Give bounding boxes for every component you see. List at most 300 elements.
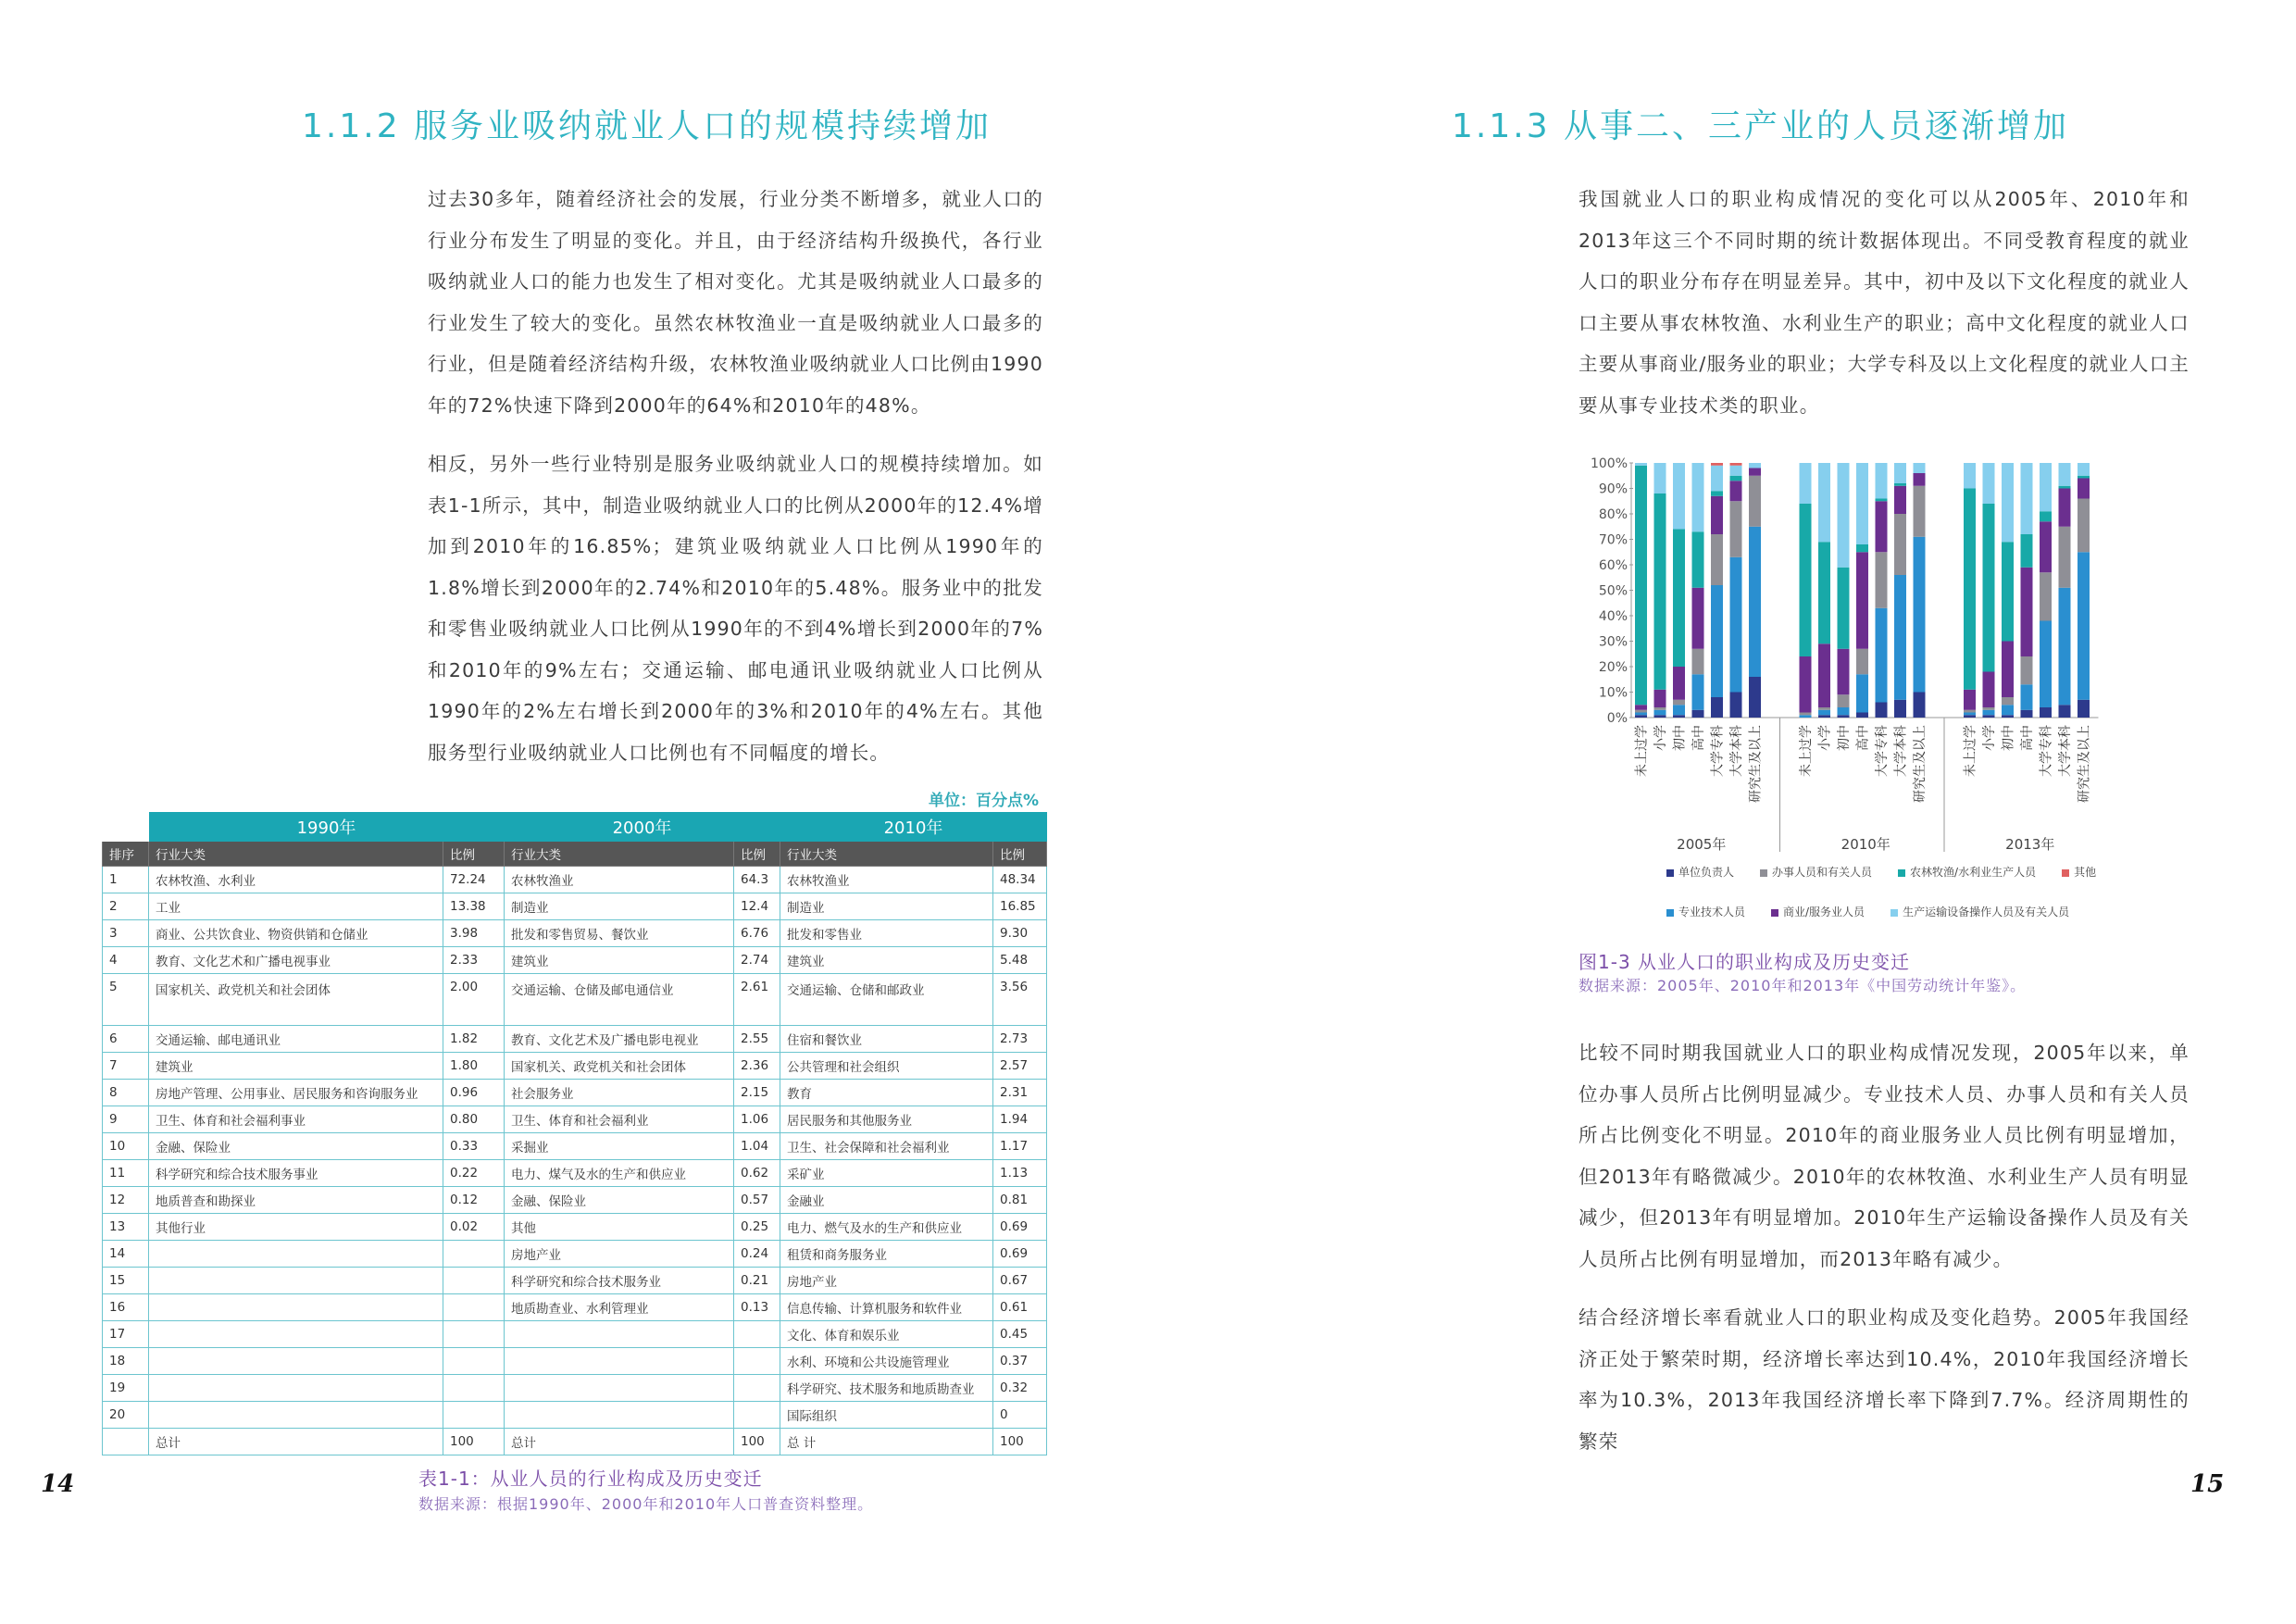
- table-row: [103, 947, 1047, 974]
- right-paragraph-top: 我国就业人口的职业构成情况的变化可以从2005年、2010年和2013年这三个不同时期的统计数据体现出。不同受教育程度的就业人口的职业分布存在明显差异。其中，初中及以下文化程度的就业人口主要从事农林牧渔、水利业生产的职业；高中文化程度的就业人口主要从事商业/服务业的职业；大学专科及以上文化程度的就业人口主要从事专业技术类的职业。: [1578, 188, 2190, 417]
- table-cell: 72.24: [443, 867, 505, 893]
- legend-item: [1666, 904, 1745, 919]
- x-category-label: 研究生及以上: [1748, 725, 1764, 803]
- table-cell: 农林牧渔业: [780, 867, 993, 893]
- table-header-row: [103, 842, 1047, 867]
- table-cell: 科学研究和综合技术服务事业: [149, 1160, 443, 1187]
- legend-label: 单位负责人: [1678, 866, 1735, 879]
- bar-segment: [1818, 710, 1830, 716]
- table-row: [103, 974, 1047, 1026]
- bar-segment: [1983, 707, 1995, 710]
- x-category-label: 初中: [1672, 725, 1688, 751]
- table-unit-label: 单位：百分点%: [928, 792, 1039, 810]
- bar-segment: [1800, 713, 1812, 716]
- table-cell: [734, 1375, 780, 1402]
- table-cell: [443, 1348, 505, 1375]
- bar-segment: [1673, 700, 1685, 706]
- table-cell: 国家机关、政党机关和社会团体: [505, 1053, 734, 1080]
- table-cell: 建筑业: [505, 947, 734, 974]
- table-cell: 15: [103, 1268, 149, 1294]
- year-header-2: 2010年: [780, 813, 1047, 842]
- table-cell: 采掘业: [505, 1133, 734, 1160]
- bar-segment: [1838, 463, 1850, 568]
- bar-segment: [1818, 715, 1830, 718]
- chart-caption-title: 图1-3 从业人口的职业构成及历史变迁: [1578, 951, 1911, 973]
- table-cell: 0.67: [993, 1268, 1047, 1294]
- legend-item: [1890, 904, 2069, 919]
- table-cell: 制造业: [780, 893, 993, 920]
- table-cell: 房地产业: [780, 1268, 993, 1294]
- table-cell: [149, 1321, 443, 1348]
- table-cell: [505, 1402, 734, 1429]
- bar-segment: [1692, 674, 1704, 710]
- table-cell: [149, 1402, 443, 1429]
- bar-segment: [1964, 489, 1976, 690]
- bar-segment: [1983, 710, 1995, 716]
- table-cell: 批发和零售业: [780, 920, 993, 947]
- legend-swatch: [1760, 869, 1767, 877]
- table-row: [103, 1106, 1047, 1133]
- bar-segment: [1673, 530, 1685, 668]
- table-cell: 3.56: [993, 974, 1047, 1026]
- bar-segment: [1856, 544, 1868, 552]
- bar-segment: [1914, 537, 1926, 693]
- bar-segment: [1894, 483, 1906, 486]
- bar-segment: [2021, 568, 2033, 656]
- y-tick-label: 40%: [1598, 609, 1628, 624]
- bar-segment: [1635, 710, 1647, 713]
- legend-label: 其他: [2074, 866, 2097, 879]
- right-paragraph-bottom-1: 比较不同时期我国就业人口的职业构成情况发现，2005年以来，单位办事人员所占比例明显减少。专业技术人员、办事人员和有关人员所占比例变化不明显。2010年的商业服务业人员比例有明显增加，但2013年有略微减少。2010年的农林牧渔、水利业生产人员有明显减少，但2013年有明显增加。2010年生产运输设备操作人员及有关人员所占比例有明显增加，而2013年略有减少。: [1578, 1042, 2190, 1270]
- x-category-label: 大学专科: [1875, 725, 1890, 777]
- column-header-2: 比例: [443, 842, 505, 867]
- column-header-1: 行业大类: [149, 842, 443, 867]
- bar-segment: [1673, 715, 1685, 718]
- bar-segment: [1673, 463, 1685, 530]
- table-cell: 教育、文化艺术及广播电影电视业: [505, 1026, 734, 1053]
- table-cell: 0: [993, 1402, 1047, 1429]
- bar-segment: [2002, 697, 2014, 705]
- table-cell: 9.30: [993, 920, 1047, 947]
- table-cell: 农林牧渔业: [505, 867, 734, 893]
- table-cell: 0.22: [443, 1160, 505, 1187]
- bar-segment: [1818, 542, 1830, 643]
- bar-segment: [1876, 501, 1888, 552]
- column-header-5: 行业大类: [780, 842, 993, 867]
- y-tick-label: 60%: [1598, 558, 1628, 573]
- table-cell: 交通运输、仓储和邮政业: [780, 974, 993, 1026]
- table-row: [103, 1268, 1047, 1294]
- bar-segment: [1635, 715, 1647, 718]
- bar-segment: [1856, 713, 1868, 718]
- bar-segment: [2002, 715, 2014, 718]
- table-cell: 1.94: [993, 1106, 1047, 1133]
- table-cell: 0.12: [443, 1187, 505, 1214]
- table-cell: 0.24: [734, 1241, 780, 1268]
- y-tick-label: 100%: [1590, 456, 1628, 471]
- table-cell: [149, 1241, 443, 1268]
- right-section-title: 1.1.3 从事二、三产业的人员逐渐增加: [1452, 107, 2070, 145]
- column-header-3: 行业大类: [505, 842, 734, 867]
- bar-segment: [1983, 715, 1995, 718]
- table-cell: 3.98: [443, 920, 505, 947]
- bar-segment: [1964, 713, 1976, 716]
- bar-segment: [1730, 557, 1742, 693]
- x-category-label: 大学专科: [1710, 725, 1726, 777]
- bar-segment: [2059, 486, 2071, 489]
- table-cell: 0.45: [993, 1321, 1047, 1348]
- table-row: [103, 867, 1047, 893]
- table-cell: 总计: [505, 1429, 734, 1455]
- bar-segment: [1654, 710, 1666, 716]
- table-corner-cell: [103, 813, 149, 842]
- table-cell: 1.80: [443, 1053, 505, 1080]
- table-cell: [505, 1321, 734, 1348]
- bar-segment: [2078, 463, 2090, 476]
- table-row: [103, 1348, 1047, 1375]
- x-category-label: 小学: [1982, 725, 1997, 751]
- bar-segment: [1818, 463, 1830, 542]
- bar-segment: [2078, 499, 2090, 553]
- table-cell: 12.4: [734, 893, 780, 920]
- bar-segment: [1983, 672, 1995, 708]
- bar-segment: [2040, 511, 2052, 521]
- table-cell: 金融业: [780, 1187, 993, 1214]
- table-cell: 1: [103, 867, 149, 893]
- bar-segment: [2002, 542, 2014, 641]
- x-category-label: 未上过学: [1634, 725, 1650, 777]
- table-cell: 教育: [780, 1080, 993, 1106]
- bar-segment: [1749, 476, 1761, 527]
- bar-segment: [2021, 656, 2033, 684]
- bar-segment: [1838, 707, 1850, 715]
- table-cell: 1.06: [734, 1106, 780, 1133]
- legend-item: [2062, 864, 2096, 880]
- bar-segment: [1730, 501, 1742, 557]
- legend-row-1: [1666, 864, 2185, 880]
- bar-segment: [1730, 481, 1742, 501]
- table-cell: 5: [103, 974, 149, 1026]
- bar-segment: [1800, 504, 1812, 656]
- bar-segment: [2021, 534, 2033, 568]
- y-tick-label: 50%: [1598, 583, 1628, 599]
- table-cell: 12: [103, 1187, 149, 1214]
- table-cell: 交通运输、邮电通讯业: [149, 1026, 443, 1053]
- table-cell: 文化、体育和娱乐业: [780, 1321, 993, 1348]
- table-cell: 信息传输、计算机服务和软件业: [780, 1294, 993, 1321]
- legend-swatch: [1666, 909, 1674, 917]
- bar-segment: [1673, 705, 1685, 715]
- table-cell: 0.69: [993, 1241, 1047, 1268]
- table-cell: 农林牧渔、水利业: [149, 867, 443, 893]
- table-cell: 公共管理和社会组织: [780, 1053, 993, 1080]
- table-cell: 电力、燃气及水的生产和供应业: [780, 1214, 993, 1241]
- bar-segment: [1964, 463, 1976, 489]
- table-cell: 7: [103, 1053, 149, 1080]
- bar-segment: [1876, 703, 1888, 718]
- bar-segment: [1964, 690, 1976, 710]
- table-cell: 房地产业: [505, 1241, 734, 1268]
- y-tick-label: 80%: [1598, 507, 1628, 522]
- right-body-text-bottom: [1578, 1032, 2190, 1462]
- bar-segment: [1692, 588, 1704, 649]
- x-category-label: 高中: [1855, 725, 1871, 751]
- table-cell: 0.62: [734, 1160, 780, 1187]
- bar-segment: [1749, 468, 1761, 476]
- bar-segment: [2078, 479, 2090, 499]
- column-header-4: 比例: [734, 842, 780, 867]
- table-cell: 居民服务和其他服务业: [780, 1106, 993, 1133]
- bar-segment: [1692, 463, 1704, 531]
- table-cell: 卫生、社会保障和社会福利业: [780, 1133, 993, 1160]
- bar-segment: [1730, 693, 1742, 718]
- table-cell: 1.13: [993, 1160, 1047, 1187]
- table-cell: 48.34: [993, 867, 1047, 893]
- table-cell: 2.74: [734, 947, 780, 974]
- table-cell: 地质普查和勘探业: [149, 1187, 443, 1214]
- left-section-title: 1.1.2 服务业吸纳就业人口的规模持续增加: [302, 107, 992, 145]
- table-row: [103, 1080, 1047, 1106]
- x-category-label: 初中: [1837, 725, 1852, 751]
- bar-segment: [1654, 707, 1666, 710]
- left-paragraph-1: 过去30多年，随着经济社会的发展，行业分类不断增多，就业人口的行业分布发生了明显的变化。并且，由于经济结构升级换代，各行业吸纳就业人口的能力也发生了相对变化。尤其是吸纳就业人口最多的行业发生了较大的变化。虽然农林牧渔业一直是吸纳就业人口最多的行业，但是随着经济结构升级，农林牧渔业吸纳就业人口比例由1990年的72%快速下降到2000年的64%和2010年的48%。: [428, 188, 1043, 417]
- table-cell: 工业: [149, 893, 443, 920]
- table-cell: 3: [103, 920, 149, 947]
- table-cell: 卫生、体育和社会福利事业: [149, 1106, 443, 1133]
- industry-table: [102, 812, 1047, 1455]
- bar-segment: [1818, 707, 1830, 710]
- table-cell: 14: [103, 1241, 149, 1268]
- table-cell: [505, 1348, 734, 1375]
- x-category-label: 初中: [2001, 725, 2016, 751]
- table-cell: 0.32: [993, 1375, 1047, 1402]
- bar-segment: [1635, 713, 1647, 716]
- bar-segment: [1856, 552, 1868, 649]
- table-cell: [443, 1268, 505, 1294]
- table-cell: 6: [103, 1026, 149, 1053]
- table-cell: 19: [103, 1375, 149, 1402]
- table-cell: [443, 1321, 505, 1348]
- bar-segment: [1654, 493, 1666, 690]
- legend-swatch: [1666, 869, 1674, 877]
- bar-segment: [1692, 531, 1704, 588]
- table-cell: 2.73: [993, 1026, 1047, 1053]
- table-cell: [103, 1429, 149, 1455]
- x-category-label: 小学: [1653, 725, 1668, 751]
- bar-segment: [1730, 463, 1742, 466]
- bar-segment: [2002, 463, 2014, 542]
- bar-segment: [1856, 674, 1868, 712]
- table-cell: 2.15: [734, 1080, 780, 1106]
- table-cell: 17: [103, 1321, 149, 1348]
- y-tick-label: 20%: [1598, 660, 1628, 675]
- legend-label: 专业技术人员: [1678, 906, 1746, 918]
- bar-segment: [1635, 466, 1647, 706]
- legend-item: [1666, 864, 1734, 880]
- table-cell: 1.04: [734, 1133, 780, 1160]
- table-cell: 采矿业: [780, 1160, 993, 1187]
- x-category-label: 大学本科: [1729, 725, 1744, 777]
- y-tick-label: 10%: [1598, 685, 1628, 701]
- legend-swatch: [2062, 869, 2069, 877]
- y-tick-label: 0%: [1606, 711, 1628, 726]
- table-cell: 交通运输、仓储及邮电通信业: [505, 974, 734, 1026]
- table-cell: 科学研究和综合技术服务业: [505, 1268, 734, 1294]
- table-cell: 0.21: [734, 1268, 780, 1294]
- bar-segment: [2040, 572, 2052, 620]
- bar-segment: [2040, 521, 2052, 572]
- bar-segment: [2002, 705, 2014, 715]
- table-cell: 5.48: [993, 947, 1047, 974]
- table-cell: 2.55: [734, 1026, 780, 1053]
- bar-segment: [1964, 715, 1976, 718]
- table-cell: 2.33: [443, 947, 505, 974]
- table-cell: 13.38: [443, 893, 505, 920]
- table-cell: 0.96: [443, 1080, 505, 1106]
- bar-segment: [1894, 700, 1906, 718]
- table-year-row: [103, 813, 1047, 842]
- table-row: [103, 1133, 1047, 1160]
- bar-segment: [1964, 710, 1976, 713]
- bar-segment: [2078, 476, 2090, 479]
- bar-segment: [1894, 463, 1906, 483]
- table-cell: 2: [103, 893, 149, 920]
- bar-segment: [2078, 700, 2090, 718]
- bar-segment: [1711, 697, 1723, 718]
- bar-segment: [1749, 677, 1761, 718]
- table-row: [103, 1187, 1047, 1214]
- bar-segment: [1856, 463, 1868, 544]
- bar-segment: [1894, 514, 1906, 575]
- bar-segment: [1914, 473, 1926, 486]
- x-group-label: 2013年: [2005, 836, 2055, 852]
- table-cell: 国家机关、政党机关和社会团体: [149, 974, 443, 1026]
- bar-segment: [2059, 705, 2071, 718]
- left-paragraph-2: 相反，另外一些行业特别是服务业吸纳就业人口的规模持续增加。如表1-1所示，其中，制造业吸纳就业人口的比例从2000年的12.4%增加到2010年的16.85%；建筑业吸纳就业人口比例从1990年的1.8%增长到2000年的2.74%和2010年的5.48%。服务业中的批发和零售业吸纳就业人口比例从1990年的不到4%增长到2000年的7%和2010年的9%左右；交通运输、邮电通讯业吸纳就业人口比例从1990年的2%左右增长到2000年的3%和2010年的4%左右。其他服务型行业吸纳就业人口比例也有不同幅度的增长。: [428, 453, 1043, 764]
- table-cell: 0.57: [734, 1187, 780, 1214]
- table-caption-source: 数据来源：根据1990年、2000年和2010年人口普查资料整理。: [418, 1495, 874, 1513]
- x-category-label: 高中: [1691, 725, 1706, 751]
- legend-label: 办事人员和有关人员: [1772, 866, 1873, 879]
- bar-segment: [1711, 496, 1723, 534]
- table-row: [103, 1160, 1047, 1187]
- bar-segment: [1914, 693, 1926, 718]
- table-cell: [734, 1348, 780, 1375]
- table-cell: 10: [103, 1133, 149, 1160]
- bar-segment: [1711, 585, 1723, 697]
- table-cell: [149, 1294, 443, 1321]
- bar-segment: [1838, 694, 1850, 707]
- table-cell: 8: [103, 1080, 149, 1106]
- bar-segment: [1800, 715, 1812, 718]
- table-cell: 0.13: [734, 1294, 780, 1321]
- bar-segment: [1838, 649, 1850, 695]
- table-cell: 2.61: [734, 974, 780, 1026]
- x-category-label: 未上过学: [1963, 725, 1978, 777]
- bar-segment: [2059, 463, 2071, 486]
- table-cell: 0.80: [443, 1106, 505, 1133]
- table-cell: 房地产管理、公用事业、居民服务和咨询服务业: [149, 1080, 443, 1106]
- legend-item: [1898, 864, 2036, 880]
- table-row: [103, 1321, 1047, 1348]
- bar-segment: [1876, 463, 1888, 499]
- right-page-number: 15: [2190, 1470, 2225, 1498]
- bar-segment: [1838, 568, 1850, 649]
- legend-swatch: [1771, 909, 1778, 917]
- table-cell: 2.31: [993, 1080, 1047, 1106]
- table-cell: 6.76: [734, 920, 780, 947]
- legend-label: 商业/服务业人员: [1783, 906, 1866, 918]
- legend-swatch: [1890, 909, 1898, 917]
- table-cell: 住宿和餐饮业: [780, 1026, 993, 1053]
- table-row: [103, 1026, 1047, 1053]
- table-cell: 100: [734, 1429, 780, 1455]
- legend-item: [1771, 904, 1865, 919]
- bar-segment: [2021, 710, 2033, 718]
- table-cell: 金融、保险业: [149, 1133, 443, 1160]
- right-paragraph-bottom-2: 结合经济增长率看就业人口的职业构成及变化趋势。2005年我国经济正处于繁荣时期，经济增长率达到10.4%，2010年我国经济增长率为10.3%，2013年我国经济增长率下降到7.7%。经济周期性的繁荣: [1578, 1306, 2190, 1453]
- x-group-label: 2005年: [1677, 836, 1727, 852]
- table-cell: 科学研究、技术服务和地质勘查业: [780, 1375, 993, 1402]
- table-cell: 金融、保险业: [505, 1187, 734, 1214]
- table-cell: 100: [443, 1429, 505, 1455]
- table-row: [103, 1402, 1047, 1429]
- table-cell: 地质勘查业、水利管理业: [505, 1294, 734, 1321]
- table-cell: 0.33: [443, 1133, 505, 1160]
- table-caption-title: 表1-1：从业人员的行业构成及历史变迁: [418, 1468, 763, 1490]
- table-cell: 总 计: [780, 1429, 993, 1455]
- bar-segment: [1856, 649, 1868, 675]
- table-cell: 国际组织: [780, 1402, 993, 1429]
- bar-segment: [1730, 466, 1742, 476]
- table-cell: 社会服务业: [505, 1080, 734, 1106]
- table-cell: 其他行业: [149, 1214, 443, 1241]
- chart-caption-source: 数据来源：2005年、2010年和2013年《中国劳动统计年鉴》。: [1578, 977, 2027, 994]
- table-cell: 0.81: [993, 1187, 1047, 1214]
- bar-segment: [2059, 588, 2071, 706]
- table-cell: 100: [993, 1429, 1047, 1455]
- table-cell: 制造业: [505, 893, 734, 920]
- table-cell: 9: [103, 1106, 149, 1133]
- table-cell: [443, 1241, 505, 1268]
- table-cell: [505, 1375, 734, 1402]
- table-cell: 0.69: [993, 1214, 1047, 1241]
- table-cell: 水利、环境和公共设施管理业: [780, 1348, 993, 1375]
- table-cell: 11: [103, 1160, 149, 1187]
- bar-segment: [1894, 575, 1906, 700]
- table-cell: 16.85: [993, 893, 1047, 920]
- table-cell: [149, 1375, 443, 1402]
- bar-segment: [2021, 463, 2033, 534]
- table-cell: 租赁和商务服务业: [780, 1241, 993, 1268]
- table-cell: 其他: [505, 1214, 734, 1241]
- bar-segment: [1818, 643, 1830, 707]
- bar-segment: [2078, 552, 2090, 700]
- bar-segment: [1654, 463, 1666, 493]
- table-cell: 2.00: [443, 974, 505, 1026]
- bar-segment: [2059, 489, 2071, 527]
- bar-segment: [1749, 463, 1761, 468]
- right-body-text-top: [1578, 179, 2190, 426]
- table-cell: [443, 1375, 505, 1402]
- column-header-0: 排序: [103, 842, 149, 867]
- year-header-0: 1990年: [149, 813, 505, 842]
- table-cell: 0.02: [443, 1214, 505, 1241]
- table-row: [103, 920, 1047, 947]
- table-cell: 2.36: [734, 1053, 780, 1080]
- table-cell: [443, 1294, 505, 1321]
- y-tick-label: 70%: [1598, 532, 1628, 548]
